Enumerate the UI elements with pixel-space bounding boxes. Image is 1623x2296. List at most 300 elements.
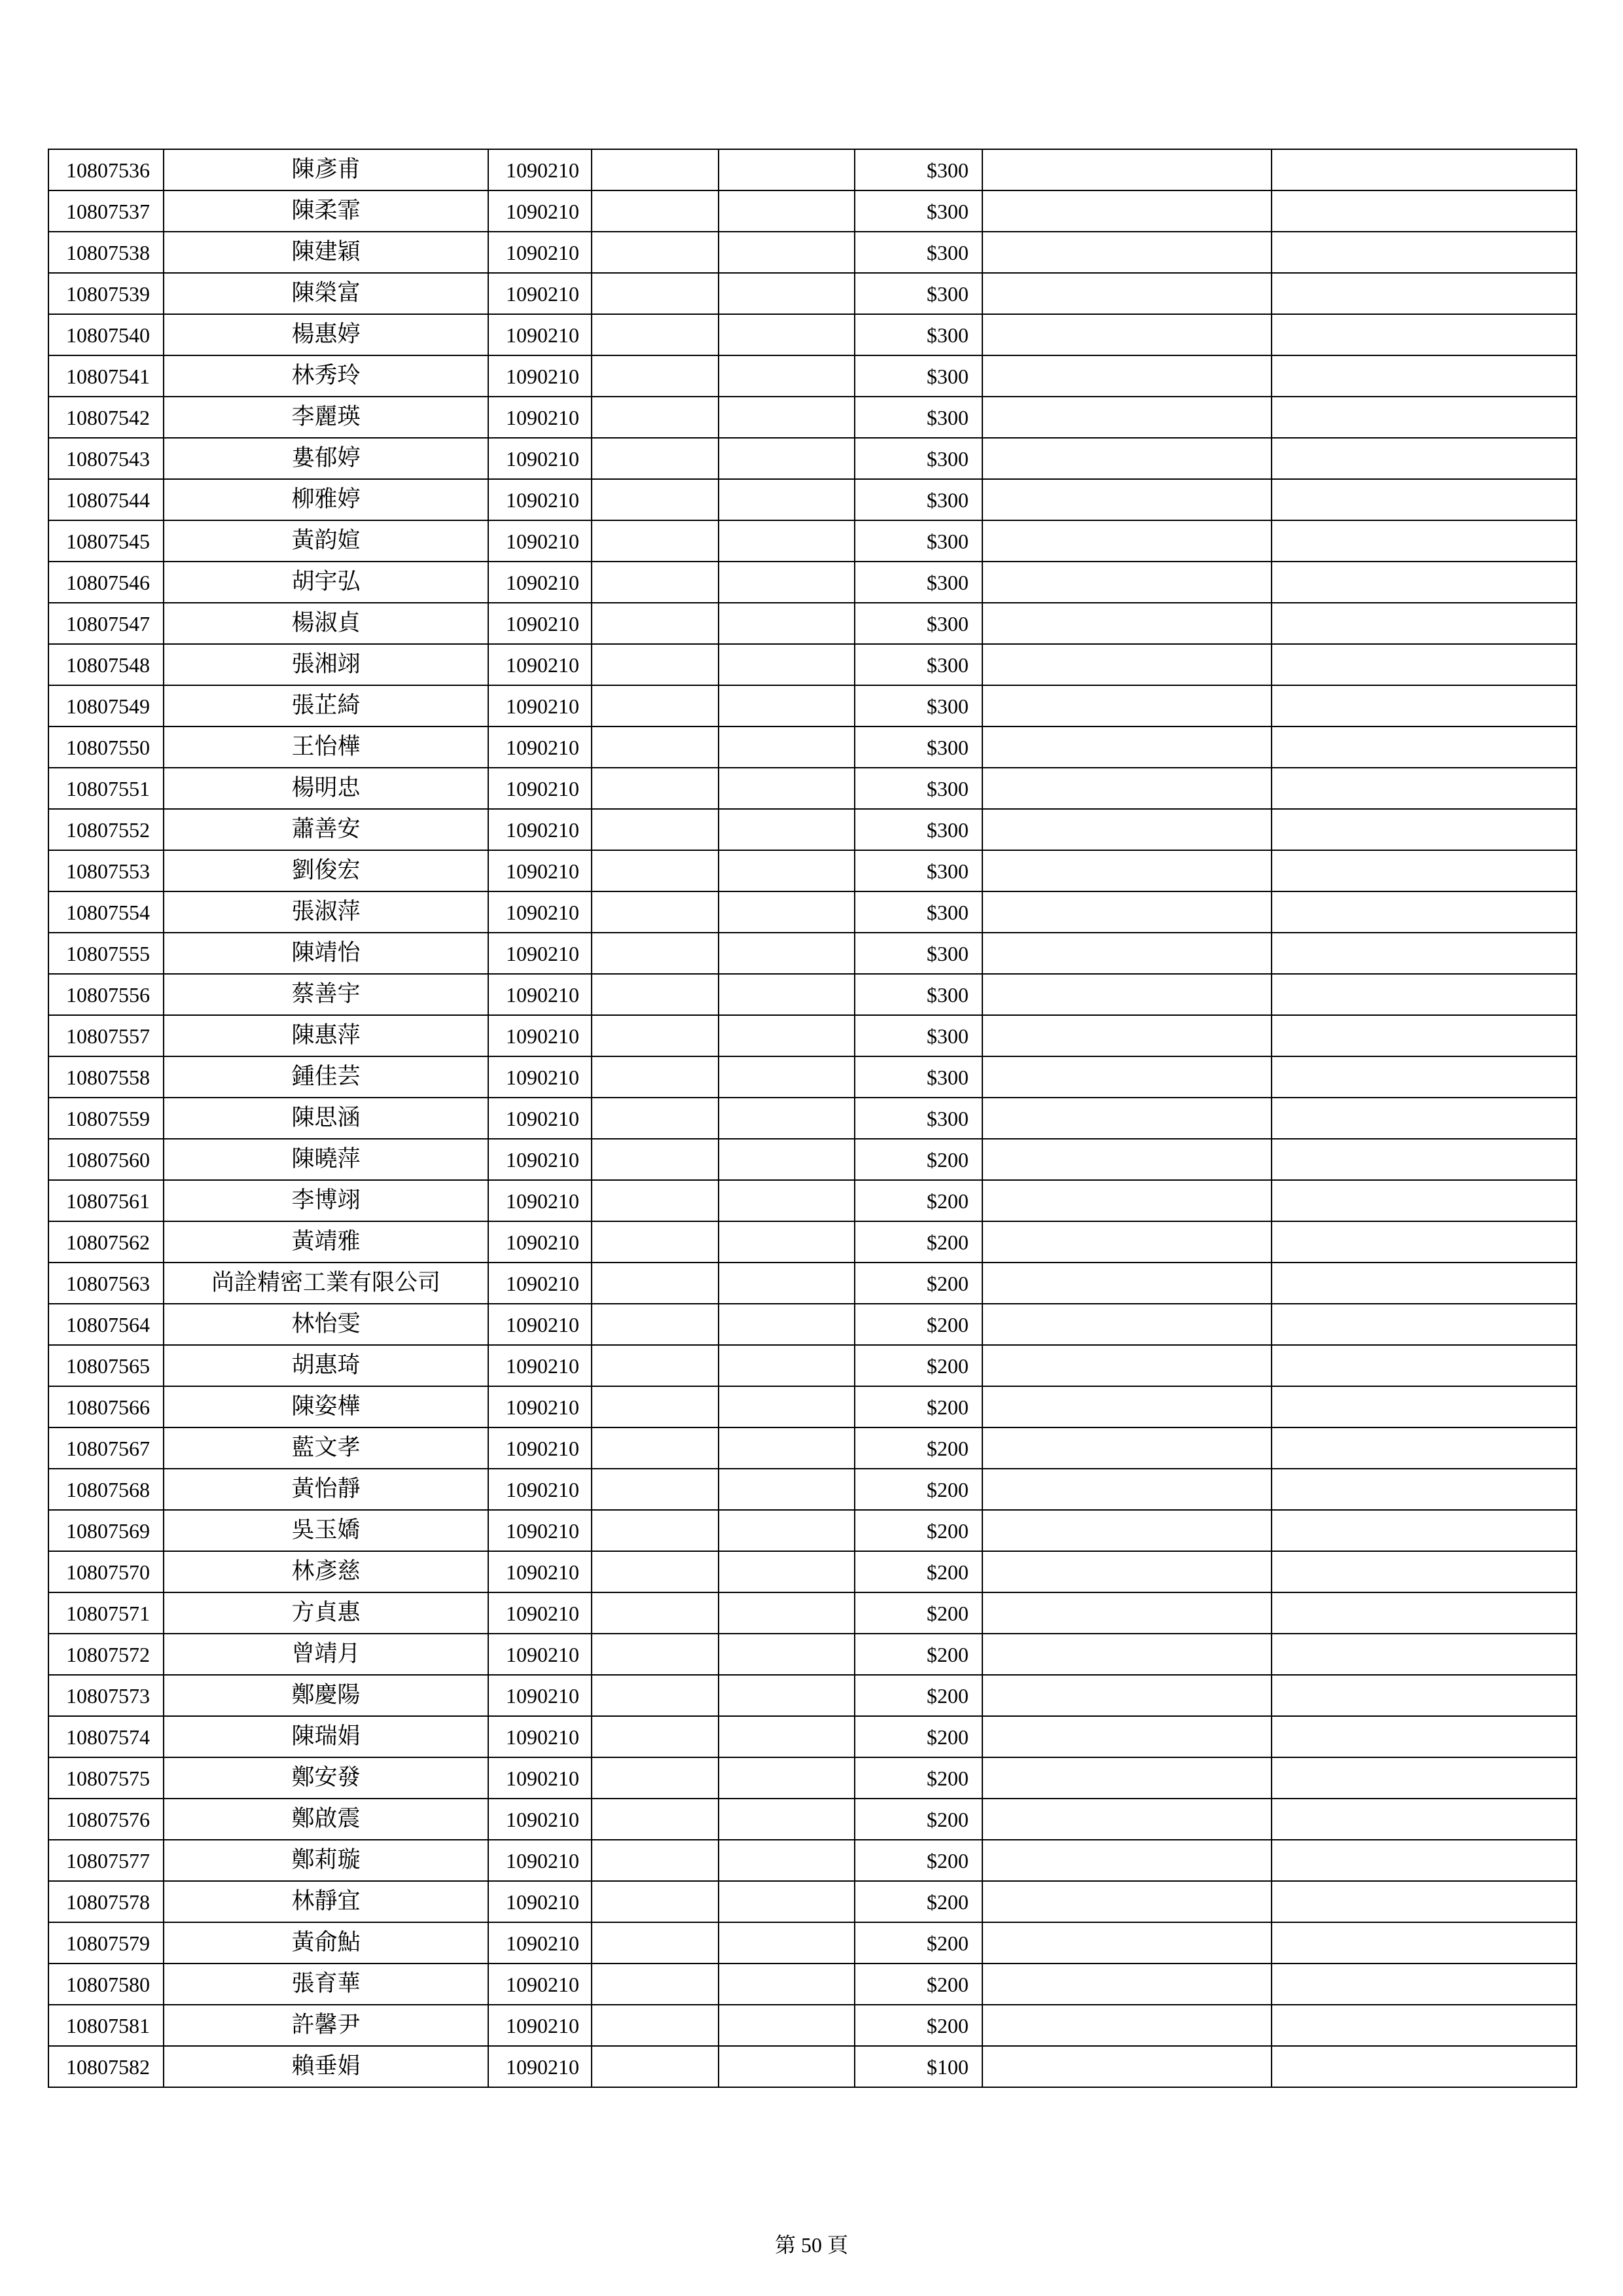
receipt-number-cell: 10807568 — [48, 1469, 164, 1510]
donor-name-cell: 陳彥甫 — [164, 149, 488, 190]
blank-cell — [592, 1180, 719, 1221]
blank-cell — [1272, 1510, 1577, 1551]
receipt-number-cell: 10807565 — [48, 1345, 164, 1386]
amount-cell: $200 — [855, 1634, 982, 1675]
blank-cell — [592, 809, 719, 850]
blank-cell — [719, 2046, 855, 2087]
donor-name-cell: 王怡樺 — [164, 726, 488, 768]
table-row — [48, 1098, 1577, 1139]
blank-cell — [719, 1716, 855, 1757]
blank-cell — [592, 685, 719, 726]
blank-cell — [982, 1510, 1272, 1551]
amount-cell: $300 — [855, 190, 982, 232]
receipt-number-cell: 10807536 — [48, 149, 164, 190]
blank-cell — [719, 1881, 855, 1922]
blank-cell — [1272, 1221, 1577, 1263]
donor-name-cell: 陳靖怡 — [164, 933, 488, 974]
amount-cell: $200 — [855, 1304, 982, 1345]
donor-name-cell: 吳玉嬌 — [164, 1510, 488, 1551]
amount-cell: $200 — [855, 1799, 982, 1840]
blank-cell — [592, 149, 719, 190]
blank-cell — [592, 2046, 719, 2087]
amount-cell: $200 — [855, 1139, 982, 1180]
receipt-number-cell: 10807563 — [48, 1263, 164, 1304]
table-row — [48, 149, 1577, 190]
blank-cell — [982, 1427, 1272, 1469]
receipt-number-cell: 10807575 — [48, 1757, 164, 1799]
receipt-number-cell: 10807543 — [48, 438, 164, 479]
blank-cell — [1272, 685, 1577, 726]
blank-cell — [592, 1139, 719, 1180]
date-cell: 1090210 — [488, 891, 592, 933]
amount-cell: $200 — [855, 1510, 982, 1551]
date-cell: 1090210 — [488, 1964, 592, 2005]
blank-cell — [719, 1098, 855, 1139]
blank-cell — [982, 768, 1272, 809]
donor-name-cell: 鄭啟震 — [164, 1799, 488, 1840]
receipt-number-cell: 10807545 — [48, 520, 164, 562]
blank-cell — [1272, 1180, 1577, 1221]
blank-cell — [982, 1922, 1272, 1964]
blank-cell — [592, 438, 719, 479]
blank-cell — [982, 974, 1272, 1015]
blank-cell — [982, 1469, 1272, 1510]
blank-cell — [719, 933, 855, 974]
blank-cell — [982, 149, 1272, 190]
table-row — [48, 1922, 1577, 1964]
blank-cell — [1272, 1304, 1577, 1345]
blank-cell — [982, 1263, 1272, 1304]
blank-cell — [982, 562, 1272, 603]
blank-cell — [592, 1427, 719, 1469]
date-cell: 1090210 — [488, 1015, 592, 1056]
blank-cell — [1272, 2005, 1577, 2046]
donor-name-cell: 李麗瑛 — [164, 397, 488, 438]
blank-cell — [592, 1799, 719, 1840]
donor-name-cell: 林靜宜 — [164, 1881, 488, 1922]
blank-cell — [982, 273, 1272, 314]
table-row — [48, 1840, 1577, 1881]
blank-cell — [1272, 1922, 1577, 1964]
blank-cell — [982, 1345, 1272, 1386]
blank-cell — [982, 726, 1272, 768]
blank-cell — [592, 314, 719, 355]
table-row — [48, 685, 1577, 726]
blank-cell — [592, 891, 719, 933]
blank-cell — [1272, 1015, 1577, 1056]
receipt-number-cell: 10807566 — [48, 1386, 164, 1427]
date-cell: 1090210 — [488, 1510, 592, 1551]
amount-cell: $300 — [855, 1015, 982, 1056]
amount-cell: $300 — [855, 438, 982, 479]
blank-cell — [592, 397, 719, 438]
blank-cell — [592, 768, 719, 809]
blank-cell — [592, 603, 719, 644]
blank-cell — [1272, 1139, 1577, 1180]
blank-cell — [982, 644, 1272, 685]
amount-cell: $300 — [855, 232, 982, 273]
table-row — [48, 1551, 1577, 1592]
blank-cell — [1272, 1345, 1577, 1386]
table-row — [48, 1592, 1577, 1634]
amount-cell: $200 — [855, 1964, 982, 2005]
blank-cell — [982, 438, 1272, 479]
blank-cell — [719, 1345, 855, 1386]
date-cell: 1090210 — [488, 1675, 592, 1716]
blank-cell — [1272, 1056, 1577, 1098]
blank-cell — [592, 1592, 719, 1634]
blank-cell — [719, 1139, 855, 1180]
donor-name-cell: 賴垂娟 — [164, 2046, 488, 2087]
blank-cell — [592, 190, 719, 232]
blank-cell — [982, 314, 1272, 355]
table-row — [48, 726, 1577, 768]
table-row — [48, 850, 1577, 891]
blank-cell — [592, 1345, 719, 1386]
blank-cell — [982, 1098, 1272, 1139]
date-cell: 1090210 — [488, 1427, 592, 1469]
blank-cell — [592, 1840, 719, 1881]
receipt-number-cell: 10807548 — [48, 644, 164, 685]
blank-cell — [592, 232, 719, 273]
amount-cell: $300 — [855, 685, 982, 726]
date-cell: 1090210 — [488, 974, 592, 1015]
table-row — [48, 1675, 1577, 1716]
date-cell: 1090210 — [488, 1263, 592, 1304]
blank-cell — [982, 850, 1272, 891]
donor-name-cell: 張淑萍 — [164, 891, 488, 933]
blank-cell — [719, 479, 855, 520]
donor-name-cell: 鍾佳芸 — [164, 1056, 488, 1098]
table-row — [48, 314, 1577, 355]
table-row — [48, 1716, 1577, 1757]
blank-cell — [1272, 1840, 1577, 1881]
blank-cell — [982, 1304, 1272, 1345]
amount-cell: $300 — [855, 974, 982, 1015]
blank-cell — [1272, 1386, 1577, 1427]
blank-cell — [1272, 974, 1577, 1015]
table-row — [48, 1881, 1577, 1922]
donor-name-cell: 鄭安發 — [164, 1757, 488, 1799]
receipt-number-cell: 10807537 — [48, 190, 164, 232]
blank-cell — [719, 685, 855, 726]
blank-cell — [1272, 1799, 1577, 1840]
table-row — [48, 562, 1577, 603]
date-cell: 1090210 — [488, 1180, 592, 1221]
donor-name-cell: 鄭莉璇 — [164, 1840, 488, 1881]
amount-cell: $300 — [855, 355, 982, 397]
date-cell: 1090210 — [488, 603, 592, 644]
blank-cell — [592, 1304, 719, 1345]
receipt-number-cell: 10807551 — [48, 768, 164, 809]
amount-cell: $300 — [855, 726, 982, 768]
blank-cell — [982, 1221, 1272, 1263]
blank-cell — [719, 1263, 855, 1304]
blank-cell — [592, 1098, 719, 1139]
blank-cell — [982, 520, 1272, 562]
receipt-number-cell: 10807559 — [48, 1098, 164, 1139]
amount-cell: $300 — [855, 603, 982, 644]
date-cell: 1090210 — [488, 1056, 592, 1098]
blank-cell — [719, 1592, 855, 1634]
blank-cell — [592, 933, 719, 974]
donor-name-cell: 陳姿樺 — [164, 1386, 488, 1427]
blank-cell — [719, 726, 855, 768]
receipt-number-cell: 10807562 — [48, 1221, 164, 1263]
table-row — [48, 974, 1577, 1015]
blank-cell — [1272, 1964, 1577, 2005]
donor-name-cell: 林秀玲 — [164, 355, 488, 397]
blank-cell — [1272, 933, 1577, 974]
date-cell: 1090210 — [488, 1304, 592, 1345]
date-cell: 1090210 — [488, 1840, 592, 1881]
date-cell: 1090210 — [488, 1345, 592, 1386]
blank-cell — [982, 1881, 1272, 1922]
table-row — [48, 438, 1577, 479]
donor-name-cell: 方貞惠 — [164, 1592, 488, 1634]
blank-cell — [1272, 149, 1577, 190]
amount-cell: $300 — [855, 562, 982, 603]
donor-name-cell: 藍文孝 — [164, 1427, 488, 1469]
amount-cell: $200 — [855, 1263, 982, 1304]
date-cell: 1090210 — [488, 1757, 592, 1799]
blank-cell — [592, 1716, 719, 1757]
blank-cell — [982, 891, 1272, 933]
amount-cell: $200 — [855, 1427, 982, 1469]
blank-cell — [592, 850, 719, 891]
date-cell: 1090210 — [488, 438, 592, 479]
blank-cell — [1272, 603, 1577, 644]
blank-cell — [592, 355, 719, 397]
blank-cell — [1272, 1551, 1577, 1592]
date-cell: 1090210 — [488, 232, 592, 273]
date-cell: 1090210 — [488, 2005, 592, 2046]
blank-cell — [719, 1757, 855, 1799]
date-cell: 1090210 — [488, 149, 592, 190]
receipt-number-cell: 10807552 — [48, 809, 164, 850]
blank-cell — [1272, 1427, 1577, 1469]
blank-cell — [719, 232, 855, 273]
receipt-number-cell: 10807542 — [48, 397, 164, 438]
amount-cell: $100 — [855, 2046, 982, 2087]
date-cell: 1090210 — [488, 273, 592, 314]
donor-name-cell: 蔡善宇 — [164, 974, 488, 1015]
blank-cell — [592, 1922, 719, 1964]
blank-cell — [592, 2005, 719, 2046]
amount-cell: $200 — [855, 1345, 982, 1386]
blank-cell — [1272, 397, 1577, 438]
table-row — [48, 1799, 1577, 1840]
receipt-number-cell: 10807558 — [48, 1056, 164, 1098]
blank-cell — [982, 1015, 1272, 1056]
blank-cell — [1272, 314, 1577, 355]
blank-cell — [1272, 562, 1577, 603]
table-row — [48, 1015, 1577, 1056]
date-cell: 1090210 — [488, 726, 592, 768]
blank-cell — [719, 1015, 855, 1056]
blank-cell — [1272, 1716, 1577, 1757]
blank-cell — [1272, 850, 1577, 891]
blank-cell — [982, 1634, 1272, 1675]
blank-cell — [719, 438, 855, 479]
date-cell: 1090210 — [488, 1634, 592, 1675]
table-row — [48, 190, 1577, 232]
receipt-number-cell: 10807564 — [48, 1304, 164, 1345]
donor-name-cell: 陳榮富 — [164, 273, 488, 314]
blank-cell — [982, 933, 1272, 974]
amount-cell: $200 — [855, 1757, 982, 1799]
date-cell: 1090210 — [488, 397, 592, 438]
blank-cell — [982, 603, 1272, 644]
blank-cell — [592, 1056, 719, 1098]
blank-cell — [592, 479, 719, 520]
amount-cell: $200 — [855, 2005, 982, 2046]
amount-cell: $300 — [855, 1098, 982, 1139]
blank-cell — [719, 1180, 855, 1221]
receipt-number-cell: 10807578 — [48, 1881, 164, 1922]
blank-cell — [1272, 1757, 1577, 1799]
table-row — [48, 1056, 1577, 1098]
receipt-number-cell: 10807573 — [48, 1675, 164, 1716]
amount-cell: $200 — [855, 1592, 982, 1634]
amount-cell: $200 — [855, 1180, 982, 1221]
date-cell: 1090210 — [488, 1386, 592, 1427]
receipt-number-cell: 10807547 — [48, 603, 164, 644]
donor-name-cell: 楊惠婷 — [164, 314, 488, 355]
blank-cell — [1272, 232, 1577, 273]
table-row — [48, 520, 1577, 562]
blank-cell — [719, 520, 855, 562]
table-row — [48, 603, 1577, 644]
receipt-number-cell: 10807571 — [48, 1592, 164, 1634]
receipt-number-cell: 10807553 — [48, 850, 164, 891]
receipt-number-cell: 10807546 — [48, 562, 164, 603]
donor-name-cell: 胡惠琦 — [164, 1345, 488, 1386]
amount-cell: $300 — [855, 850, 982, 891]
blank-cell — [719, 1799, 855, 1840]
blank-cell — [1272, 809, 1577, 850]
donor-name-cell: 楊淑貞 — [164, 603, 488, 644]
date-cell: 1090210 — [488, 1221, 592, 1263]
blank-cell — [982, 1551, 1272, 1592]
receipt-number-cell: 10807572 — [48, 1634, 164, 1675]
blank-cell — [592, 1510, 719, 1551]
blank-cell — [982, 1675, 1272, 1716]
blank-cell — [982, 232, 1272, 273]
blank-cell — [982, 1799, 1272, 1840]
blank-cell — [982, 1757, 1272, 1799]
blank-cell — [592, 1675, 719, 1716]
blank-cell — [982, 1139, 1272, 1180]
blank-cell — [982, 397, 1272, 438]
date-cell: 1090210 — [488, 1881, 592, 1922]
receipt-number-cell: 10807561 — [48, 1180, 164, 1221]
donor-name-cell: 胡宇弘 — [164, 562, 488, 603]
blank-cell — [719, 1221, 855, 1263]
receipt-number-cell: 10807560 — [48, 1139, 164, 1180]
blank-cell — [592, 1263, 719, 1304]
blank-cell — [719, 1510, 855, 1551]
receipt-number-cell: 10807556 — [48, 974, 164, 1015]
receipt-number-cell: 10807567 — [48, 1427, 164, 1469]
date-cell: 1090210 — [488, 1716, 592, 1757]
date-cell: 1090210 — [488, 1922, 592, 1964]
blank-cell — [719, 809, 855, 850]
table-row — [48, 2005, 1577, 2046]
donor-name-cell: 陳瑞娟 — [164, 1716, 488, 1757]
blank-cell — [1272, 355, 1577, 397]
receipt-number-cell: 10807582 — [48, 2046, 164, 2087]
blank-cell — [982, 1056, 1272, 1098]
amount-cell: $300 — [855, 891, 982, 933]
donor-name-cell: 陳思涵 — [164, 1098, 488, 1139]
blank-cell — [719, 1386, 855, 1427]
blank-cell — [719, 1056, 855, 1098]
amount-cell: $200 — [855, 1386, 982, 1427]
donor-name-cell: 蕭善安 — [164, 809, 488, 850]
amount-cell: $300 — [855, 809, 982, 850]
date-cell: 1090210 — [488, 644, 592, 685]
amount-cell: $300 — [855, 933, 982, 974]
receipt-number-cell: 10807557 — [48, 1015, 164, 1056]
blank-cell — [719, 1304, 855, 1345]
table-row — [48, 891, 1577, 933]
blank-cell — [1272, 438, 1577, 479]
blank-cell — [719, 1634, 855, 1675]
blank-cell — [719, 850, 855, 891]
blank-cell — [982, 1840, 1272, 1881]
blank-cell — [719, 603, 855, 644]
blank-cell — [719, 273, 855, 314]
blank-cell — [1272, 1881, 1577, 1922]
amount-cell: $200 — [855, 1881, 982, 1922]
blank-cell — [982, 190, 1272, 232]
donor-name-cell: 林彥慈 — [164, 1551, 488, 1592]
donor-name-cell: 黃怡靜 — [164, 1469, 488, 1510]
blank-cell — [1272, 768, 1577, 809]
receipt-number-cell: 10807570 — [48, 1551, 164, 1592]
amount-cell: $200 — [855, 1675, 982, 1716]
table-row — [48, 1469, 1577, 1510]
date-cell: 1090210 — [488, 355, 592, 397]
blank-cell — [592, 1469, 719, 1510]
date-cell: 1090210 — [488, 1551, 592, 1592]
blank-cell — [1272, 1098, 1577, 1139]
blank-cell — [982, 1964, 1272, 2005]
blank-cell — [592, 1221, 719, 1263]
donor-name-cell: 陳惠萍 — [164, 1015, 488, 1056]
blank-cell — [592, 520, 719, 562]
blank-cell — [719, 1551, 855, 1592]
donor-name-cell: 陳建穎 — [164, 232, 488, 273]
amount-cell: $200 — [855, 1551, 982, 1592]
receipt-number-cell: 10807576 — [48, 1799, 164, 1840]
date-cell: 1090210 — [488, 562, 592, 603]
amount-cell: $300 — [855, 1056, 982, 1098]
amount-cell: $200 — [855, 1922, 982, 1964]
receipt-number-cell: 10807541 — [48, 355, 164, 397]
donor-name-cell: 柳雅婷 — [164, 479, 488, 520]
blank-cell — [1272, 644, 1577, 685]
blank-cell — [1272, 1263, 1577, 1304]
donor-name-cell: 尚詮精密工業有限公司 — [164, 1263, 488, 1304]
blank-cell — [719, 644, 855, 685]
blank-cell — [592, 974, 719, 1015]
blank-cell — [592, 1015, 719, 1056]
blank-cell — [1272, 1469, 1577, 1510]
amount-cell: $200 — [855, 1469, 982, 1510]
amount-cell: $300 — [855, 149, 982, 190]
